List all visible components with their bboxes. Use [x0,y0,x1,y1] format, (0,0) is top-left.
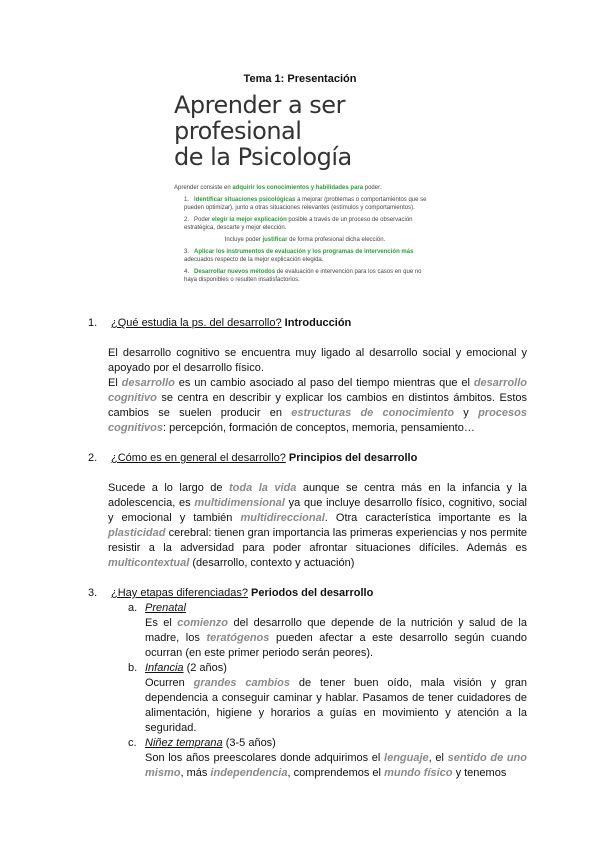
text: aunque se centra más en la infancia y la adolescencia, es [108,482,527,509]
subsection-infancia [90,661,527,676]
text: , más [180,767,211,779]
slide-item-num: 2. [184,217,190,223]
highlight: procesos cognitivos [108,407,527,434]
paragraph-text [108,376,527,436]
section-number: 1. [88,317,98,329]
section-question: ¿Qué estudia la ps. del desarrollo? [111,317,282,329]
section-title: Principios del desarrollo [285,452,418,464]
text: del desarrollo que depende de la nutrición y salud de la madre, los [145,617,527,644]
section-heading [90,586,527,601]
text: Son los años preescolares donde adquirimos el [145,752,385,764]
slide-item-green: Desarrollar nuevos métodos [194,269,276,275]
section-heading [90,316,527,331]
slide-item-num: 3. [184,249,190,255]
subsection-prenatal [90,601,527,616]
text: . Otra característica importante es la [324,512,527,524]
slide-intro-text: Aprender consiste en [174,185,233,191]
document-body [90,316,527,781]
highlight: lenguaje [384,752,429,764]
slide-item-green: Identificar situaciones psicológicas [194,197,296,203]
text: , el [428,752,448,764]
highlight: multidireccional [240,512,325,524]
highlight: comienzo [177,617,229,629]
subsection-label: Infancia [145,662,184,674]
slide-note-text: Incluye poder [224,237,263,243]
slide-item-1 [174,196,436,212]
highlight: mundo físico [384,767,453,779]
section-question: ¿Cómo es en general el desarrollo? [111,452,286,464]
section-title: Introducción [281,317,352,329]
paragraph [90,616,527,661]
slide-intro-green: adquirir los conocimientos y habilidades para [232,185,364,191]
text: ya que incluye desarrollo físico, cognitivo, social y emocional y también [108,497,528,524]
highlight: multicontextual [108,557,190,569]
slide-note-text: de forma profesional dicha elección. [287,237,386,243]
section-principios [90,451,527,571]
slide-item-text: a mejorar (problemas o comportamientos que se pueden optimizar), junto a otras situaciones relevantes (estímulos y comportamientos). [184,197,427,211]
slide-item-3 [174,248,436,264]
slide-image [174,92,436,292]
text: cerebral: tienen gran importancia las primeras experiencias y nos permite resistir a la adversidad para poder afrontar situaciones difíciles. Además es [108,527,527,554]
slide-note-green: justificar [262,237,288,243]
section-periodos [90,586,527,781]
slide-heading [174,92,436,170]
slide-item-text: posible a través de un proceso de observación estratégica, descarte y mejor elección. [184,217,413,231]
subsection-age: (3-5 años) [222,737,276,749]
slide-item-2-note [174,236,436,244]
paragraph [90,676,527,736]
slide-item-num: 1. [184,197,190,203]
highlight: teratógenos [206,632,270,644]
slide-intro [174,184,436,192]
text: : percepción, formación de conceptos, memoria, pensamiento… [163,422,475,434]
document-title: Tema 1: Presentación [243,73,357,85]
text: y [454,407,479,419]
highlight: toda la vida [229,482,297,494]
section-question: ¿Hay etapas diferenciadas? [111,587,248,599]
subsection-label: Prenatal [145,602,186,614]
text: pueden afectar a este desarrollo según cuando ocurran (en este primer periodo serán peores). [145,632,527,659]
highlight: sentido de uno mismo [145,752,527,779]
slide-item-green: elegir la mejor explicación [211,217,287,223]
slide-item-text: adecuados respecto de la mejor explicación elegida. [184,257,324,263]
slide-heading-line1: Aprender a ser profesional [174,91,345,145]
slide-intro-post: poder: [363,185,382,191]
paragraph [90,481,527,571]
text: y tenemos [452,767,507,779]
slide-item-2 [174,216,436,232]
highlight: independencia [210,767,288,779]
highlight: multidimensional [194,497,285,509]
highlight: desarrollo cognitivo [108,377,527,404]
slide-heading-line2: de la Psicología [174,143,352,171]
list-letter: a. [128,602,138,614]
highlight: grandes cambios [193,677,290,689]
slide-body [174,184,436,284]
section-heading [90,451,527,466]
text: (desarrollo, contexto y actuación) [189,557,355,569]
text: se centra en describir y explicar los cambios en distintos ámbitos. Estos cambios se suelen producir en [108,392,527,419]
text: es un cambio asociado al paso del tiempo mientras que el [174,377,474,389]
text: Es el [145,617,178,629]
text: El [108,377,122,389]
list-letter: b. [128,662,138,674]
paragraph [90,346,527,436]
text: Ocurren [145,677,194,689]
subsection-age: (2 años) [183,662,227,674]
slide-item-text: Poder [194,217,212,223]
text: , comprendemos el [287,767,385,779]
list-letter: c. [128,737,137,749]
slide-item-green: Aplicar los instrumentos de evaluación y los programas de intervención más [194,249,414,255]
section-number: 3. [88,587,98,599]
slide-item-text: de evaluación e intervención para los casos en que no haya disponibles o resulten insatisfactorios. [184,269,422,283]
section-title: Periodos del desarrollo [247,587,374,599]
highlight: plasticidad [108,527,166,539]
slide-item-num: 4. [184,269,190,275]
slide-item-4 [174,268,436,284]
subsection-ninez-temprana [90,736,527,751]
text: Sucede a lo largo de [108,482,230,494]
highlight: desarrollo [121,377,175,389]
subsection-label: Niñez temprana [145,737,223,749]
paragraph [90,751,527,781]
highlight: estructuras de conocimiento [291,407,455,419]
section-number: 2. [88,452,98,464]
section-introduccion [90,316,527,436]
paragraph-text: El desarrollo cognitivo se encuentra muy ligado al desarrollo social y emocional y apoyado por el desarrollo físico. [108,347,527,374]
text: de tener buen oído, mala visión y gran dependencia a conseguir caminar y hablar. Pasamos de tener cuidadores de alimentación, higiene y horarios a guías en movimiento y atención a la seguridad. [145,677,527,734]
